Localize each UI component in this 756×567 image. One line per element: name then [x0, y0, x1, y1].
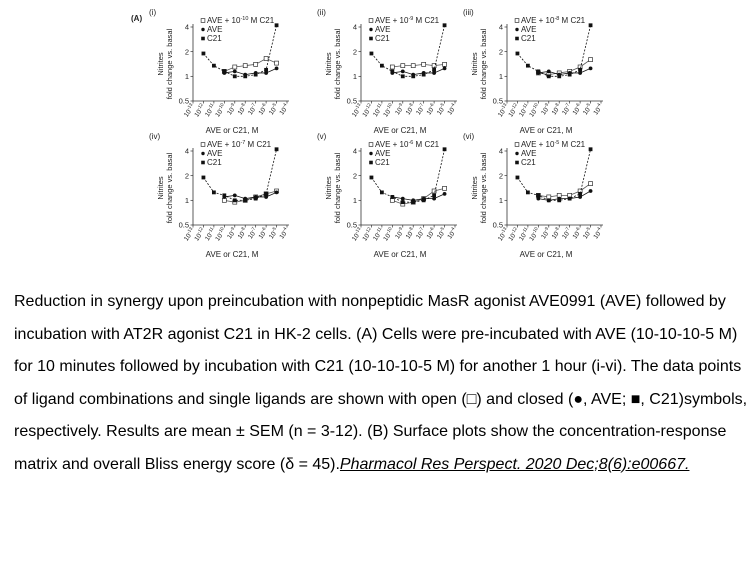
y-tick-label: 1	[184, 195, 189, 205]
y-tick-label: 4	[352, 22, 357, 32]
x-tick-label: $10^{-8}$	[236, 102, 247, 117]
legend-marker-c21	[515, 37, 519, 41]
data-point-c21	[526, 64, 530, 68]
caption-text: Reduction in synergy upon preincubation with nonpeptidic MasR agonist AVE0991 (AVE) followed by incubation with AT2R agonist C21 in HK-2 cells. (A) Cells were pre-incubated with AVE (10-10-10-5 M) for 10 minutes followed by incubation with C21 (10-10-10-5 M) for another 1 hour (i-vi). The data points of ligand combinations and single ligands are shown with open (□) and closed (●, AVE; ■, C21)symbols, respectively. Results are mean ± SEM (n = 3-12). (B) Surface plots show the concentration-response matrix and overall Bliss energy score (δ = 45).	[14, 293, 748, 473]
series-line-filled-circle	[224, 68, 276, 74]
data-point-c21	[443, 23, 447, 27]
legend-label: AVE + $10^{-6}$ M C21	[375, 140, 440, 149]
data-point-ave	[401, 197, 405, 201]
legend-marker-ave	[515, 152, 518, 155]
data-point-combo	[411, 64, 415, 68]
y-tick-label: 2	[184, 171, 189, 181]
x-axis-title: AVE or C21, M	[519, 126, 573, 135]
legend-marker-combo	[201, 19, 205, 23]
data-point-c21	[536, 193, 540, 197]
x-tick-label: $10^{-7}$	[561, 226, 571, 241]
legend-label: C21	[375, 158, 390, 167]
x-tick-label: $10^{-8}$	[404, 226, 415, 241]
data-point-ave	[432, 197, 436, 201]
y-tick-label: 0.5	[346, 220, 357, 230]
x-tick-label: $10^{-7}$	[247, 226, 257, 241]
data-point-c21	[370, 52, 374, 56]
legend-marker-combo	[369, 19, 373, 23]
legend-marker-ave	[369, 152, 372, 155]
x-tick-label: $10^{-13}$	[182, 226, 194, 243]
x-tick-label: $10^{-7}$	[415, 226, 425, 241]
data-point-c21	[589, 23, 593, 27]
data-point-combo	[233, 65, 237, 69]
chart-panel-2	[317, 8, 459, 135]
x-tick-label: $10^{-10}$	[214, 102, 225, 119]
legend-marker-c21	[515, 161, 519, 165]
data-point-ave	[443, 192, 447, 196]
series-line-open-square	[224, 191, 276, 202]
data-point-c21	[557, 74, 561, 78]
series-line-open-square	[392, 64, 444, 67]
figure-panel-grid	[0, 0, 756, 280]
x-tick-label: $10^{-6}$	[425, 102, 436, 117]
x-tick-label: $10^{-13}$	[350, 226, 362, 243]
data-point-c21	[390, 69, 394, 73]
legend-marker-c21	[201, 161, 205, 165]
data-point-c21	[254, 73, 258, 77]
data-point-ave	[443, 66, 447, 70]
chart-panel-5	[317, 132, 459, 259]
x-axis-title: AVE or C21, M	[519, 250, 573, 259]
x-tick-label: $10^{-12}$	[361, 102, 372, 119]
series-line-filled-circle	[392, 68, 444, 74]
y-axis-title-line2: fold change vs. basal	[333, 28, 342, 100]
data-point-combo	[401, 64, 405, 68]
x-tick-label: $10^{-5}$	[581, 102, 592, 117]
legend-label: AVE + $10^{-10}$ M C21	[207, 16, 275, 25]
x-axis-title: AVE or C21, M	[205, 126, 259, 135]
x-tick-label: $10^{-11}$	[518, 226, 529, 243]
legend-label: C21	[521, 158, 536, 167]
data-point-c21	[222, 69, 226, 73]
legend-label: AVE	[521, 25, 537, 34]
x-tick-label: $10^{-4}$	[278, 102, 289, 117]
data-point-c21	[202, 176, 206, 180]
legend-marker-c21	[369, 37, 373, 41]
data-point-c21	[380, 64, 384, 68]
y-tick-label: 2	[352, 171, 357, 181]
y-tick-label: 0.5	[178, 220, 189, 230]
data-point-c21	[589, 147, 593, 151]
data-point-c21	[578, 192, 582, 196]
x-tick-label: $10^{-4}$	[592, 226, 603, 241]
x-tick-label: $10^{-13}$	[496, 226, 508, 243]
data-point-combo	[390, 65, 394, 69]
x-tick-label: $10^{-9}$	[540, 102, 551, 117]
x-tick-label: $10^{-13}$	[496, 102, 508, 119]
data-point-c21	[568, 197, 572, 201]
data-point-c21	[401, 74, 405, 78]
data-point-c21	[275, 147, 279, 151]
data-point-combo	[254, 62, 258, 66]
data-point-c21	[243, 74, 247, 78]
x-tick-label: $10^{-9}$	[394, 226, 405, 241]
y-axis-title-line2: fold change vs. basal	[333, 152, 342, 224]
data-point-ave	[547, 69, 551, 73]
data-point-c21	[411, 200, 415, 204]
panel-label: (i)	[149, 8, 157, 17]
figure-caption	[14, 286, 749, 481]
x-tick-label: $10^{-4}$	[278, 226, 289, 241]
legend-marker-combo	[369, 143, 373, 147]
series-line-open-square	[538, 184, 590, 197]
x-tick-label: $10^{-10}$	[528, 226, 539, 243]
x-tick-label: $10^{-9}$	[394, 102, 405, 117]
x-tick-label: $10^{-8}$	[550, 102, 561, 117]
data-point-combo	[264, 57, 268, 61]
legend-label: AVE + $10^{-9}$ M C21	[375, 16, 440, 25]
data-point-c21	[578, 68, 582, 72]
legend-marker-combo	[515, 143, 519, 147]
series-line-filled-circle	[392, 194, 444, 200]
x-tick-label: $10^{-7}$	[561, 102, 571, 117]
legend-marker-combo	[201, 143, 205, 147]
data-point-c21	[212, 64, 216, 68]
x-axis-title: AVE or C21, M	[373, 126, 427, 135]
data-point-c21	[516, 52, 520, 56]
y-tick-label: 1	[184, 71, 189, 81]
series-line-open-square	[392, 188, 444, 204]
y-axis-title-line1: Nitrites	[470, 52, 479, 76]
legend-marker-c21	[201, 37, 205, 41]
y-tick-label: 4	[498, 22, 503, 32]
legend-marker-ave	[201, 152, 204, 155]
data-point-c21	[401, 200, 405, 204]
legend-label: AVE + $10^{-8}$ M C21	[521, 16, 586, 25]
panel-label: (vi)	[463, 132, 475, 141]
data-point-c21	[233, 198, 237, 202]
x-tick-label: $10^{-11}$	[372, 102, 383, 119]
legend-label: AVE + $10^{-5}$ M C21	[521, 140, 586, 149]
data-point-combo	[547, 195, 551, 199]
x-tick-label: $10^{-8}$	[404, 102, 415, 117]
y-axis-title-line1: Nitrites	[156, 176, 165, 200]
section-label: (A)	[131, 14, 143, 23]
data-point-ave	[536, 197, 540, 201]
x-tick-label: $10^{-6}$	[257, 226, 268, 241]
data-point-c21	[380, 190, 384, 194]
legend-label: C21	[207, 158, 222, 167]
y-tick-label: 4	[498, 146, 503, 156]
x-tick-label: $10^{-13}$	[182, 102, 194, 119]
data-point-combo	[222, 198, 226, 202]
x-tick-label: $10^{-5}$	[267, 102, 278, 117]
data-point-c21	[568, 73, 572, 77]
y-tick-label: 2	[498, 171, 503, 181]
x-tick-label: $10^{-4}$	[592, 102, 603, 117]
data-point-c21	[422, 198, 426, 202]
x-tick-label: $10^{-6}$	[571, 226, 582, 241]
data-point-c21	[370, 176, 374, 180]
panel-label: (v)	[317, 132, 327, 141]
x-tick-label: $10^{-9}$	[226, 102, 237, 117]
data-point-c21	[547, 74, 551, 78]
panel-label: (ii)	[317, 8, 326, 17]
legend-label: AVE	[521, 149, 537, 158]
panel-label: (iv)	[149, 132, 161, 141]
data-point-combo	[243, 64, 247, 68]
data-point-ave	[275, 190, 279, 194]
x-axis-title: AVE or C21, M	[373, 250, 427, 259]
data-point-c21	[432, 68, 436, 72]
y-tick-label: 2	[184, 47, 189, 57]
legend-label: C21	[375, 34, 390, 43]
data-point-combo	[589, 182, 593, 186]
data-point-c21	[264, 192, 268, 196]
chart-panel-1	[149, 8, 291, 135]
data-point-ave	[401, 69, 405, 73]
data-point-ave	[233, 69, 237, 73]
x-axis-title: AVE or C21, M	[205, 250, 259, 259]
y-axis-title-line1: Nitrites	[324, 52, 333, 76]
legend-label: C21	[521, 34, 536, 43]
legend-label: AVE	[207, 25, 223, 34]
x-tick-label: $10^{-13}$	[350, 102, 362, 119]
data-point-c21	[411, 74, 415, 78]
data-point-combo	[390, 198, 394, 202]
x-tick-label: $10^{-9}$	[226, 226, 237, 241]
y-tick-label: 0.5	[346, 96, 357, 106]
x-tick-label: $10^{-10}$	[382, 226, 393, 243]
x-tick-label: $10^{-5}$	[435, 102, 446, 117]
x-tick-label: $10^{-12}$	[507, 226, 518, 243]
chart-panel-6	[463, 132, 605, 259]
y-tick-label: 4	[352, 146, 357, 156]
x-tick-label: $10^{-8}$	[236, 226, 247, 241]
y-axis-title-line1: Nitrites	[156, 52, 165, 76]
y-axis-title-line2: fold change vs. basal	[479, 28, 488, 100]
legend-label: AVE	[375, 25, 391, 34]
data-point-c21	[432, 193, 436, 197]
data-point-ave	[589, 66, 593, 70]
x-tick-label: $10^{-5}$	[435, 226, 446, 241]
data-point-c21	[202, 52, 206, 56]
x-tick-label: $10^{-4}$	[446, 102, 457, 117]
x-tick-label: $10^{-5}$	[581, 226, 592, 241]
legend-marker-ave	[201, 28, 204, 31]
x-tick-label: $10^{-11}$	[204, 226, 215, 243]
x-tick-label: $10^{-12}$	[361, 226, 372, 243]
legend-label: AVE	[375, 149, 391, 158]
data-point-ave	[589, 189, 593, 193]
y-tick-label: 0.5	[178, 96, 189, 106]
data-point-c21	[243, 198, 247, 202]
data-point-combo	[443, 186, 447, 190]
legend-marker-c21	[369, 161, 373, 165]
y-tick-label: 0.5	[492, 96, 503, 106]
x-tick-label: $10^{-12}$	[193, 226, 204, 243]
x-tick-label: $10^{-7}$	[247, 102, 257, 117]
data-point-c21	[557, 198, 561, 202]
data-point-c21	[547, 198, 551, 202]
data-point-c21	[422, 73, 426, 77]
legend-marker-ave	[515, 28, 518, 31]
x-tick-label: $10^{-12}$	[193, 102, 204, 119]
x-tick-label: $10^{-12}$	[507, 102, 518, 119]
series-line-filled-circle	[538, 68, 590, 74]
data-point-combo	[275, 61, 279, 65]
data-point-c21	[222, 193, 226, 197]
data-point-c21	[233, 74, 237, 78]
series-line-open-square	[538, 60, 590, 75]
data-point-combo	[589, 58, 593, 62]
x-tick-label: $10^{-6}$	[571, 102, 582, 117]
y-tick-label: 4	[184, 146, 189, 156]
y-tick-label: 4	[184, 22, 189, 32]
y-tick-label: 0.5	[492, 220, 503, 230]
data-point-combo	[432, 189, 436, 193]
panel-label: (iii)	[463, 8, 474, 17]
x-tick-label: $10^{-5}$	[267, 226, 278, 241]
x-tick-label: $10^{-11}$	[372, 226, 383, 243]
x-tick-label: $10^{-6}$	[425, 226, 436, 241]
citation-link[interactable]: Pharmacol Res Perspect. 2020 Dec;8(6):e00667.	[339, 455, 690, 473]
y-tick-label: 2	[498, 47, 503, 57]
y-tick-label: 1	[352, 71, 357, 81]
data-point-ave	[233, 193, 237, 197]
legend-marker-ave	[369, 28, 372, 31]
data-point-combo	[443, 62, 447, 66]
data-point-c21	[275, 23, 279, 27]
x-tick-label: $10^{-4}$	[446, 226, 457, 241]
y-axis-title-line1: Nitrites	[470, 176, 479, 200]
data-point-combo	[422, 62, 426, 66]
y-tick-label: 1	[498, 71, 503, 81]
data-point-c21	[443, 147, 447, 151]
legend-marker-combo	[515, 19, 519, 23]
x-tick-label: $10^{-9}$	[540, 226, 551, 241]
data-point-c21	[390, 195, 394, 199]
y-axis-title-line2: fold change vs. basal	[165, 152, 174, 224]
data-point-c21	[526, 190, 530, 194]
legend-label: AVE	[207, 149, 223, 158]
y-tick-label: 1	[352, 195, 357, 205]
y-axis-title-line2: fold change vs. basal	[479, 152, 488, 224]
y-tick-label: 1	[498, 195, 503, 205]
x-tick-label: $10^{-8}$	[550, 226, 561, 241]
x-tick-label: $10^{-10}$	[528, 102, 539, 119]
y-axis-title-line2: fold change vs. basal	[165, 28, 174, 100]
legend-label: C21	[207, 34, 222, 43]
legend-label: AVE + $10^{-7}$ M C21	[207, 140, 272, 149]
chart-panel-4	[149, 132, 291, 259]
x-tick-label: $10^{-11}$	[518, 102, 529, 119]
data-point-ave	[275, 66, 279, 70]
chart-panel-3	[463, 8, 605, 135]
data-point-c21	[536, 69, 540, 73]
data-point-c21	[212, 190, 216, 194]
data-point-c21	[254, 197, 258, 201]
y-axis-title-line1: Nitrites	[324, 176, 333, 200]
data-point-c21	[264, 68, 268, 72]
x-tick-label: $10^{-6}$	[257, 102, 268, 117]
x-tick-label: $10^{-10}$	[382, 102, 393, 119]
y-tick-label: 2	[352, 47, 357, 57]
x-tick-label: $10^{-10}$	[214, 226, 225, 243]
x-tick-label: $10^{-11}$	[204, 102, 215, 119]
data-point-c21	[516, 176, 520, 180]
x-tick-label: $10^{-7}$	[415, 102, 425, 117]
